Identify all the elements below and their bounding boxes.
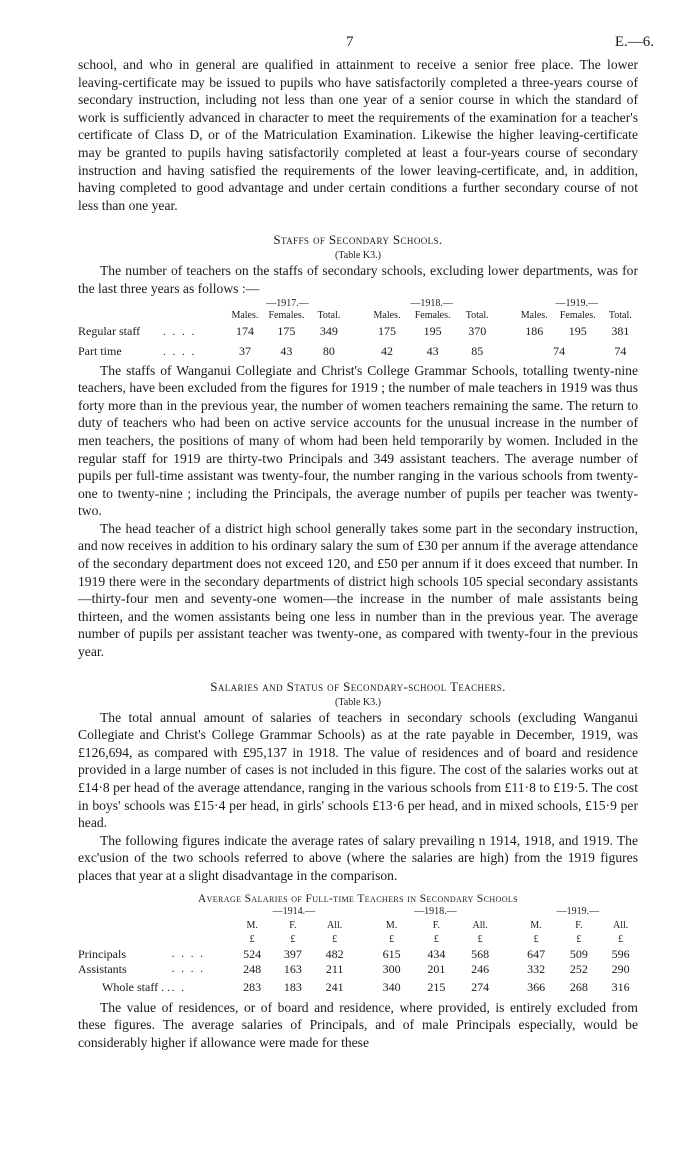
col-head: F.	[289, 920, 297, 932]
unit: £	[290, 934, 296, 946]
intro-paragraph: school, and who in general are qualified in attainment to receive a senior free place. The lower leaving-certificate may be issued to pupils who have satisfactorily completed a three-years course of secondary instruction, including not less than one year of a senior course in which the standard of work is sufficiently advanced in character to meet the requirements of the examination for a teacher's certificate of Class D, or of the Matriculation Examination. Likewise the higher leaving-certificate may be granted to pupils having satisfactorily completed at least a four-years course of secondary instruction and having satisfied the requirements of the lower leaving-certificate, and, in addition, having completed to good advantage and under certain conditions a further secondary course of not less than one year.	[78, 57, 638, 213]
staffs-table	[78, 298, 638, 362]
table-cell: 175	[277, 324, 296, 339]
table-cell: 215	[427, 980, 446, 995]
table-cell: 290	[611, 961, 630, 976]
col-head: All.	[472, 920, 488, 932]
table-row-total	[78, 977, 638, 999]
col-head: F.	[575, 920, 583, 932]
table-cell: 615	[382, 946, 401, 961]
table-cell: 268	[569, 980, 588, 995]
table-cell: 195	[423, 324, 442, 339]
col-head: M.	[530, 920, 542, 932]
table-cell: 43	[280, 344, 293, 359]
table-cell: 316	[611, 980, 630, 995]
col-head: M.	[385, 920, 398, 932]
table-row	[78, 322, 638, 342]
staffs-paragraph-1: The staffs of Wanganui Collegiate and Christ's College Grammar Schools, totalling twenty-nine teachers, have been excluded from the figures for 1919 ; the number of male teachers in 1919 was thus forty more than in the previous year, the number of women teachers remaining the same. The return to duty of teachers who had been on active service accounts for the unusual increase in the number of men teachers, the positions of many of whom had been held temporarily by women. Included in the regular staff for 1919 are thirty-two Principals and 349 assistant teachers. The average number of pupils per full-time assistant was twenty-four, the number ranging in the various schools from twenty-one to twenty-nine ; including the Principals, the average number of pupils per teacher was twenty-two.	[78, 362, 638, 519]
unit: £	[332, 934, 338, 946]
salaries-table-ref: (Table K3.)	[335, 696, 381, 708]
table-cell: 300	[382, 961, 401, 976]
row-leader: . .	[171, 981, 186, 994]
staffs-intro: The number of teachers on the staffs of secondary schools, excluding lower departments, was for the last three years as follows :—	[78, 263, 638, 296]
table-cell: 274	[471, 980, 490, 995]
col-head: All.	[613, 920, 629, 932]
row-label: Assistants	[78, 961, 127, 976]
year-1918: —1918.—	[414, 906, 457, 918]
row-leader: . . . .	[171, 963, 205, 976]
document-reference: E.—6.	[614, 34, 654, 50]
col-head: Total.	[608, 310, 632, 322]
staffs-paragraph-2: The head teacher of a district high school generally takes some part in the secondary instruction, and now receives in addition to his ordinary salary the sum of £30 per annum if the average attendance of the secondary department does not exceed 120, and £50 per annum if it does exceed that number. In 1919 there were in the secondary departments of district high schools 105 special secondary assistants —thirty-four men and seventy-one women—the increase in the number of male assistants being thirteen, and the women assistants being one less in number than in the previous year. The average number of pupils per assistant teacher was twenty-one, as compared with twenty-four in the previous year.	[78, 520, 638, 660]
table-cell: 568	[471, 946, 490, 961]
row-leader: . . . .	[163, 325, 197, 338]
col-head: Females.	[268, 310, 305, 322]
table-cell: 252	[569, 961, 588, 976]
table-cell: 186	[525, 324, 544, 339]
table-cell: 241	[325, 980, 344, 995]
col-head: Females.	[559, 310, 596, 322]
table-cell: 647	[527, 946, 546, 961]
table-cell: 397	[283, 946, 302, 961]
table-cell: 43	[426, 344, 439, 359]
col-head: Total.	[465, 310, 489, 322]
table-row	[78, 962, 638, 977]
salaries-table	[78, 905, 638, 999]
table-cell: 509	[569, 946, 588, 961]
col-head: All.	[326, 920, 343, 932]
table-cell: 195	[568, 324, 587, 339]
table-cell: 482	[325, 946, 344, 961]
table-cell: 163	[283, 961, 302, 976]
table-cell: 332	[527, 961, 546, 976]
table-cell: 42	[380, 344, 393, 359]
table-cell: 201	[427, 961, 446, 976]
unit: £	[477, 934, 483, 946]
staffs-table-ref: (Table K3.)	[335, 250, 381, 262]
unit: £	[533, 934, 539, 946]
staffs-heading: Staffs of Secondary Schools.	[273, 232, 443, 248]
year-1918: —1918.—	[410, 298, 453, 310]
page-header	[78, 34, 654, 56]
unit: £	[618, 934, 624, 946]
table-cell: 85	[471, 344, 484, 359]
table-cell: 183	[283, 980, 302, 995]
table-cell: 434	[427, 946, 446, 961]
row-leader: . . . .	[163, 345, 197, 358]
year-1914: —1914.—	[272, 906, 316, 918]
table-cell: 370	[468, 324, 487, 339]
table-cell: 366	[527, 980, 546, 995]
col-head: M.	[246, 920, 258, 932]
col-head: F.	[432, 920, 441, 932]
salaries-paragraph-3: The value of residences, or of board and residence, where provided, is entirely excluded from these figures. The average salaries of Principals, and of male Principals especially, would be considerably higher if allowance were made for these	[78, 999, 638, 1050]
page-number: 7	[346, 34, 354, 50]
table-cell: 524	[243, 946, 262, 961]
table-cell: 381	[611, 324, 630, 339]
table-cell: 283	[243, 980, 262, 995]
table-cell: 74	[614, 344, 627, 359]
row-label: Regular staff	[78, 324, 141, 339]
table-cell: 596	[611, 946, 630, 961]
table-cell: 80	[322, 344, 335, 359]
row-label: Whole staff . .	[102, 980, 171, 995]
table-cell: 211	[325, 961, 344, 976]
table-row	[78, 947, 638, 962]
col-head: Males.	[520, 310, 548, 322]
table-cell: 174	[235, 324, 254, 339]
table-cell: 349	[319, 324, 338, 339]
row-label: Part time	[78, 344, 122, 359]
row-leader: . . . .	[171, 948, 205, 961]
salaries-heading: Salaries and Status of Secondary-school Teachers.	[210, 678, 506, 694]
unit: £	[249, 934, 255, 946]
salaries-paragraph-2: The following figures indicate the average rates of salary prevailing n 1914, 1918, and 1919. The exc'usion of the two schools referred to above (where the salaries are high) from the 1919 figures places that year at a slight disadvantage in the comparison.	[78, 832, 638, 883]
unit: £	[433, 934, 439, 946]
col-head: Females.	[414, 310, 451, 322]
year-1919: —1919.—	[555, 298, 599, 310]
document-page	[78, 34, 654, 1051]
unit: £	[576, 934, 582, 946]
table-row	[78, 342, 638, 362]
table-cell: 175	[377, 324, 396, 339]
salaries-paragraph-1: The total annual amount of salaries of teachers in secondary schools (excluding Wanganui Collegiate and Christ's College Grammar Schools) as at the rate payable in December, 1919, was £126,694, as compared with £95,137 in 1918. The value of residences and of board and residence provided in a large number of cases is not included in this figure. The cost of the salaries works out at £14·8 per head of the average attendance, ranging in the various schools from £11·8 to £19·5. The cost in boys' schools was £15·4 per head, in girls' schools £13·6 per head, and in mixed schools, £15·9 per head.	[78, 709, 638, 831]
col-head: Males.	[373, 310, 401, 322]
table-cell: 37	[238, 344, 251, 359]
col-head: Males.	[231, 310, 259, 322]
table-cell: 74	[553, 344, 566, 359]
unit: £	[389, 934, 395, 946]
table-cell: 340	[382, 980, 401, 995]
year-1919: —1919.—	[556, 906, 600, 918]
row-label: Principals	[78, 946, 126, 961]
table-cell: 246	[471, 961, 490, 976]
salaries-table-title: Average Salaries of Full-time Teachers in Secondary Schools	[197, 892, 519, 905]
table-cell: 248	[243, 961, 262, 976]
year-1917: —1917.—	[266, 298, 309, 310]
col-head: Total.	[317, 310, 341, 322]
